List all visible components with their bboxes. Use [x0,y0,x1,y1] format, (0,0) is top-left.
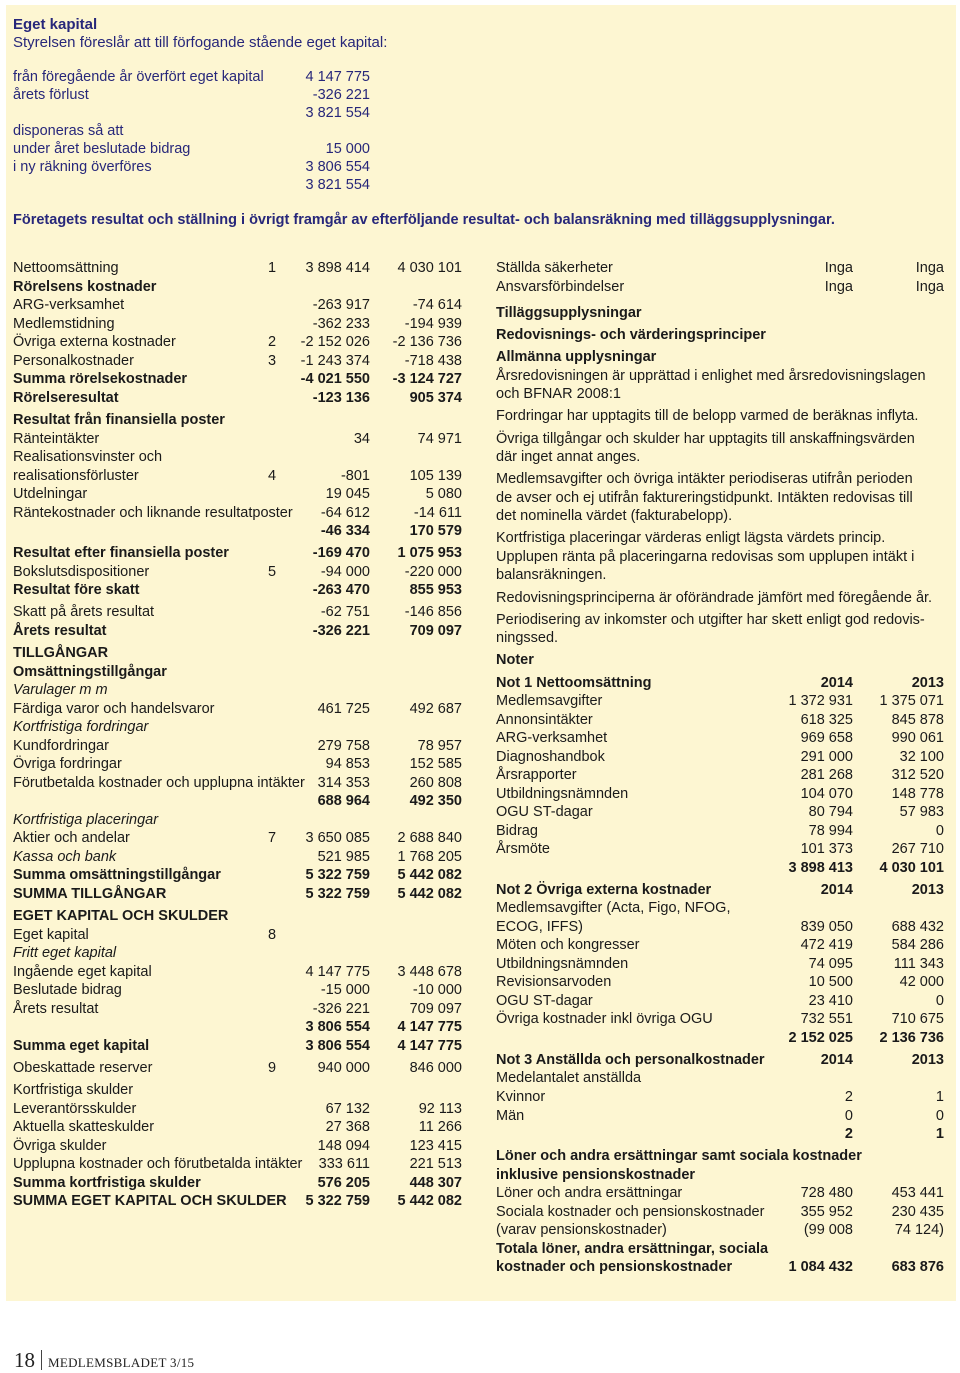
value-2013: 4 147 775 [397,1038,462,1054]
statement-row-label: Bokslutsdispositioner [13,564,150,580]
note-value-2014: 101 373 [800,841,853,857]
note-row-label: Totala löner, andra ersättningar, sociala [496,1241,769,1257]
note-row-label: Tilläggsupplysningar [496,305,642,321]
note-value-2013: 2013 [911,1052,944,1068]
proposal-row-value: -326 221 [312,87,370,103]
note-value-2013: 688 432 [891,919,944,935]
note-reference: 9 [268,1060,277,1076]
note-row-label: balansräkningen. [496,567,607,583]
note-value-2014: 2 152 025 [788,1030,853,1046]
note-row-label: där inget annat anges. [496,449,641,465]
section-subtitle: Styrelsen föreslår att till förfogande stående eget kapital: [13,34,388,51]
note-row-label: Möten och kongresser [496,937,640,953]
statement-row-label: Aktier och andelar [13,830,130,846]
note-value-2014: 472 419 [800,937,853,953]
note-value-2013: 42 000 [899,974,944,990]
statement-row-label: Förutbetalda kostnader och upplupna intäkter [13,775,305,791]
note-row-label: Kvinnor [496,1089,546,1105]
statement-row-label: ARG-verksamhet [13,297,125,313]
value-2013: 105 139 [409,468,462,484]
value-2014: 521 985 [317,849,370,865]
note-value-2013: 2013 [911,882,944,898]
statement-row-label: Kortfristiga placeringar [13,812,159,828]
note-value-2013: 0 [935,993,944,1009]
value-2014: 576 205 [317,1175,370,1191]
note-value-2014: 728 480 [800,1185,853,1201]
value-2014: -94 000 [320,564,370,580]
value-2013: 152 585 [409,756,462,772]
note-row-label: Noter [496,652,534,668]
value-2014: 4 147 775 [305,964,370,980]
statement-row-label: Omsättningstillgångar [13,664,167,680]
note-value-2013: 267 710 [891,841,944,857]
note-value-2014: 2 [844,1089,853,1105]
note-value-2013: 990 061 [891,730,944,746]
value-2014: -46 334 [320,523,370,539]
note-reference: 2 [268,334,277,350]
value-2014: 461 725 [317,701,370,717]
statement-row-label: Rörelseresultat [13,390,119,406]
value-2013: 5 080 [425,486,462,502]
proposal-row-value: 3 821 554 [305,105,370,121]
value-2013: -194 939 [404,316,462,332]
statement-row-label: Resultat efter finansiella poster [13,545,229,561]
note-value-2014: 80 794 [808,804,853,820]
value-2013: -2 136 736 [392,334,462,350]
note-row-label: Not 2 Övriga externa kostnader [496,882,712,898]
note-value-2013: 0 [935,823,944,839]
statement-row-label: Skatt på årets resultat [13,604,155,620]
statement-row-label: Övriga externa kostnader [13,334,176,350]
note-value-2013: 32 100 [899,749,944,765]
note-reference: 8 [268,927,277,943]
statement-row-label: Varulager m m [13,682,108,698]
statement-row-label: Rörelsens kostnader [13,279,157,295]
note-value-2013: 4 030 101 [879,860,944,876]
value-2013: 4 147 775 [397,1019,462,1035]
value-2014: 3 806 554 [305,1019,370,1035]
note-row-label: Övriga tillgångar och skulder har upptagits till anskaffningsvärden [496,431,915,447]
statement-row-label: Resultat från finansiella poster [13,412,225,428]
note-value-2014: Inga [824,260,853,276]
value-2013: -220 000 [404,564,462,580]
note-row-label: ARG-verksamhet [496,730,608,746]
note-value-2014: 104 070 [800,786,853,802]
value-2014: -169 470 [312,545,370,561]
note-value-2014: (99 008 [803,1222,853,1238]
value-2013: 855 953 [409,582,462,598]
value-2013: 78 957 [417,738,462,754]
note-value-2013: 230 435 [891,1204,944,1220]
note-row-label: Sociala kostnader och pensionskostnader [496,1204,765,1220]
statement-row-label: Ränteintäkter [13,431,100,447]
note-value-2013: 111 343 [893,956,944,972]
proposal-row-label: i ny räkning överföres [13,159,152,175]
note-row-label: Ställda säkerheter [496,260,613,276]
note-reference: 7 [268,830,277,846]
note-row-label: ningssed. [496,630,559,646]
value-2013: 1 075 953 [397,545,462,561]
note-row-label: Redovisnings- och värderingsprinciper [496,327,766,343]
note-value-2013: 710 675 [891,1011,944,1027]
note-value-2013: 1 375 071 [879,693,944,709]
note-value-2013: 74 124) [894,1222,944,1238]
value-2014: -15 000 [320,982,370,998]
page-number: 18 [14,1348,35,1372]
note-value-2013: 683 876 [891,1259,944,1275]
value-2013: 170 579 [409,523,462,539]
value-2014: -4 021 550 [300,371,370,387]
publication-name: MEDLEMSBLADET 3/15 [48,1355,195,1370]
statement-row-label: Utdelningar [13,486,88,502]
value-2013: 5 442 082 [397,886,462,902]
statement-row-label: Personalkostnader [13,353,134,369]
statement-row-label: Realisationsvinster och [13,449,163,465]
statement-row-label: TILLGÅNGAR [13,645,109,661]
note-row-label: Årsrapporter [496,767,577,783]
value-2013: 5 442 082 [397,867,462,883]
note-row-label: Löner och andra ersättningar [496,1185,683,1201]
value-2013: 123 415 [409,1138,462,1154]
note-reference: 4 [268,468,277,484]
note-row-label: Bidrag [496,823,538,839]
value-2013: 4 030 101 [397,260,462,276]
note-row-label: OGU ST-dagar [496,804,593,820]
note-row-label: Medlemsavgifter [496,693,603,709]
value-2014: 94 853 [325,756,370,772]
statement-row-label: Summa eget kapital [13,1038,150,1054]
note-value-2014: 732 551 [800,1011,853,1027]
note-row-label: Utbildningsnämnden [496,786,629,802]
note-row-label: Allmänna upplysningar [496,349,657,365]
value-2014: -362 233 [312,316,370,332]
note-value-2013: 1 [935,1126,944,1142]
value-2014: -263 917 [312,297,370,313]
value-2013: 448 307 [409,1175,462,1191]
value-2014: 34 [353,431,370,447]
value-2014: 3 898 414 [305,260,370,276]
proposal-row-value: 4 147 775 [305,69,370,85]
note-row-label: Annonsintäkter [496,712,593,728]
note-value-2014: 1 084 432 [788,1259,853,1275]
value-2013: 905 374 [409,390,462,406]
note-reference: 1 [268,260,277,276]
value-2014: 314 353 [317,775,370,791]
note-row-label: inklusive pensionskostnader [496,1167,696,1183]
value-2014: 5 322 759 [305,886,370,902]
note-row-label: Fordringar har upptagits till de belopp varmed de beräknas inflyta. [496,408,919,424]
proposal-row-label: under året beslutade bidrag [13,141,191,157]
note-row-label: Not 3 Anställda och personalkostnader [496,1052,765,1068]
statement-row-label: Kassa och bank [13,849,117,865]
statement-row-label: Fritt eget kapital [13,945,117,961]
note-value-2014: 2014 [820,1052,853,1068]
note-value-2014: 281 268 [800,767,853,783]
note-row-label: Löner och andra ersättningar samt sociala kostnader [496,1148,862,1164]
statement-row-label: Summa rörelsekostnader [13,371,188,387]
value-2013: 492 687 [409,701,462,717]
value-2014: -62 751 [320,604,370,620]
note-value-2013: 0 [935,1108,944,1124]
note-row-label: Upplupen ränta på placeringarna redovisas som upplupen intäkt i [496,549,915,565]
value-2014: -2 152 026 [300,334,370,350]
proposal-row-label: från föregående år överfört eget kapital [13,69,264,85]
note-row-label: Övriga kostnader inkl övriga OGU [496,1011,713,1027]
note-row-label: Årsmöte [496,841,550,857]
note-value-2014: Inga [824,279,853,295]
note-value-2014: 23 410 [808,993,853,1009]
statement-row-label: Kundfordringar [13,738,109,754]
note-value-2013: 312 520 [891,767,944,783]
value-2014: -801 [340,468,370,484]
note-row-label: Kortfristiga placeringar värderas enligt lägsta värdets princip. [496,530,886,546]
proposal-row-value: 3 821 554 [305,177,370,193]
statement-row-label: Eget kapital [13,927,89,943]
statement-row-label: Övriga skulder [13,1138,107,1154]
note-row-label: Revisionsarvoden [496,974,612,990]
statement-row-label: Färdiga varor och handelsvaror [13,701,215,717]
value-2013: -74 614 [412,297,462,313]
statement-row-label: Resultat före skatt [13,582,140,598]
statement-row-label: Räntekostnader och liknande resultatposter [13,505,293,521]
statement-row-label: Årets resultat [13,1001,99,1017]
statement-row-label: Summa omsättningstillgångar [13,867,221,883]
value-2013: -10 000 [412,982,462,998]
note-value-2014: 78 994 [808,823,853,839]
note-row-label: Periodisering av inkomster och utgifter har skett enligt god redovis- [496,612,925,628]
note-value-2014: 839 050 [800,919,853,935]
note-value-2013: 453 441 [891,1185,944,1201]
value-2014: 940 000 [317,1060,370,1076]
note-value-2013: Inga [915,260,944,276]
value-2013: -718 438 [404,353,462,369]
value-2013: 492 350 [409,793,462,809]
note-value-2013: 845 878 [891,712,944,728]
note-row-label: Not 1 Nettoomsättning [496,675,652,691]
note-row-label: det nominella värdet (fakturabelopp). [496,508,733,524]
value-2013: -3 124 727 [392,371,462,387]
note-row-label: Medlemsavgifter och övriga intäkter periodiseras utifrån perioden [496,471,913,487]
note-row-label: Utbildningsnämnden [496,956,629,972]
note-row-label: ECOG, IFFS) [496,919,583,935]
note-value-2014: 2014 [820,882,853,898]
value-2013: 11 266 [418,1119,462,1135]
value-2013: 709 097 [409,623,462,639]
value-2013: 709 097 [409,1001,462,1017]
value-2013: 1 768 205 [397,849,462,865]
note-value-2013: 57 983 [899,804,944,820]
value-2014: 27 368 [325,1119,370,1135]
statement-row-label: Beslutade bidrag [13,982,122,998]
statement-row-label: Kortfristiga skulder [13,1082,134,1098]
value-2013: -146 856 [404,604,462,620]
statement-row-label: Summa kortfristiga skulder [13,1175,201,1191]
value-2014: 67 132 [325,1101,370,1117]
note-value-2013: 1 [935,1089,944,1105]
note-value-2014: 355 952 [800,1204,853,1220]
value-2014: 333 611 [318,1156,370,1172]
note-value-2013: Inga [915,279,944,295]
value-2014: 19 045 [325,486,370,502]
value-2014: 5 322 759 [305,867,370,883]
value-2014: 3 806 554 [305,1038,370,1054]
note-value-2014: 2 [844,1126,853,1142]
note-value-2013: 2013 [911,675,944,691]
note-value-2014: 969 658 [800,730,853,746]
note-row-label: Män [496,1108,525,1124]
note-row-label: Ansvarsförbindelser [496,279,625,295]
note-row-label: Medlemsavgifter (Acta, Figo, NFOG, [496,900,731,916]
statement-row-label: Upplupna kostnader och förutbetalda intäkter [13,1156,303,1172]
value-2013: 260 808 [409,775,462,791]
note-reference: 3 [268,353,277,369]
statement-row-label: SUMMA EGET KAPITAL OCH SKULDER [13,1193,287,1209]
value-2013: 3 448 678 [397,964,462,980]
note-row-label: Redovisningsprinciperna är oförändrade jämfört med föregående år. [496,590,933,606]
value-2014: 148 094 [317,1138,370,1154]
note-row-label: Årsredovisningen är upprättad i enlighet med årsredovisningslagen [496,368,926,384]
statement-row-label: Årets resultat [13,623,107,639]
value-2014: 279 758 [317,738,370,754]
statement-row-label: Leverantörsskulder [13,1101,137,1117]
note-row-label: kostnader och pensionskostnader [496,1259,733,1275]
note-reference: 5 [268,564,277,580]
note-value-2014: 618 325 [800,712,853,728]
proposal-row-label: årets förlust [13,87,89,103]
note-value-2014: 291 000 [800,749,853,765]
proposal-row-value: 3 806 554 [305,159,370,175]
note-row-label: OGU ST-dagar [496,993,593,1009]
note-row-label: de avser och ej utifrån faktureringstidpunkt. Intäkten redovisas till [496,490,913,506]
statement-row-label: SUMMA TILLGÅNGAR [13,886,167,902]
statement-row-label: Övriga fordringar [13,756,122,772]
note-row-label: och BFNAR 2008:1 [496,386,621,402]
note-value-2013: 2 136 736 [879,1030,944,1046]
statement-row-label: realisationsförluster [13,468,139,484]
statement-row-label: EGET KAPITAL OCH SKULDER [13,908,229,924]
value-2013: 74 971 [417,431,462,447]
value-2014: -263 470 [312,582,370,598]
note-value-2013: 584 286 [891,937,944,953]
value-2013: 92 113 [418,1101,462,1117]
note-value-2014: 0 [844,1108,853,1124]
section-title: Eget kapital [13,16,98,33]
footer-divider [41,1350,42,1370]
statement-row-label: Kortfristiga fordringar [13,719,149,735]
value-2014: 688 964 [317,793,370,809]
value-2013: 846 000 [409,1060,462,1076]
statement-row-label: Ingående eget kapital [13,964,152,980]
statement-row-label: Obeskattade reserver [13,1060,153,1076]
value-2014: 3 650 085 [305,830,370,846]
statement-row-label: Nettoomsättning [13,260,119,276]
value-2013: 2 688 840 [397,830,462,846]
value-2014: -123 136 [312,390,370,406]
proposal-row-value: 15 000 [325,141,370,157]
note-value-2013: 148 778 [891,786,944,802]
proposal-row-label: disponeras så att [13,123,124,139]
value-2014: -64 612 [320,505,370,521]
note-value-2014: 74 095 [808,956,853,972]
note-value-2014: 2014 [820,675,853,691]
value-2013: 221 513 [409,1156,462,1172]
note-row-label: Medelantalet anställda [496,1070,642,1086]
value-2013: -14 611 [413,505,462,521]
value-2014: 5 322 759 [305,1193,370,1209]
note-row-label: (varav pensionskostnader) [496,1222,667,1238]
statement-row-label: Aktuella skatteskulder [13,1119,155,1135]
note-row-label: Diagnoshandbok [496,749,605,765]
note-value-2014: 1 372 931 [788,693,853,709]
value-2014: -326 221 [312,1001,370,1017]
note-value-2014: 10 500 [808,974,853,990]
page-footer [14,1348,194,1373]
headline: Företagets resultat och ställning i övrigt framgår av efterföljande resultat- och balansräkning med tilläggsupplysningar. [13,212,835,228]
statement-row-label: Medlemstidning [13,316,115,332]
value-2014: -1 243 374 [300,353,370,369]
note-value-2014: 3 898 413 [788,860,853,876]
value-2013: 5 442 082 [397,1193,462,1209]
value-2014: -326 221 [312,623,370,639]
